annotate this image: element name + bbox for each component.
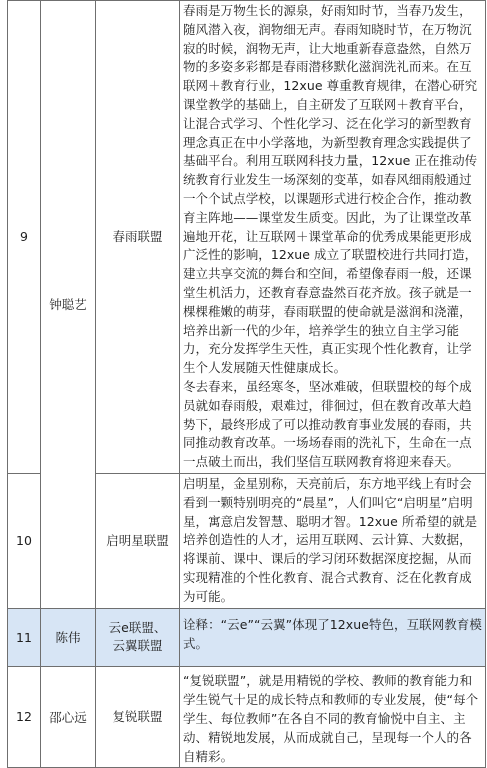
description-paragraph: 冬去春来，虽经寒冬，坚冰难破，但联盟校的每个成员就如春雨般，艰难过，徘徊过，但在教育改革大趋势下，最终形成了可以推动教育事业发展的春雨，共同推动教育改革。一场场春雨的洗礼下，生命在一点一点破土而出，我们坚信互联网教育将迎来春天。 (183, 378, 472, 470)
row-number: 10 (8, 473, 41, 608)
table-row (8, 1, 486, 474)
league-description (180, 1, 486, 474)
description-paragraph: 春雨是万物生长的源泉，好雨知时节，当春乃发生，随风潜入夜，润物细无声。春雨知晓时节，在万物沉寂的时候，润物无声，让大地重新春意盎然，自然万物的多姿多彩都是春雨潜移默化滋润洗礼而来。在互联网＋教育行业，12xue 尊重教育规律，在潜心研究课堂教学的基础上，自主研发了互联网＋教育平台，让混合式学习、个性化学习、泛在化学习的新型教育理念真正在中小学落地，为新型教育理念实践提供了基础平台。利用互联网科技力量，12xue 正在推动传统教育行业发生一场深刻的变革，如春风细雨般通过一个个试点学校，以课题形式进行校企合作，推动教育主阵地——课堂发生质变。因此，为了让课堂改革遍地开花，让互联网＋课堂革命的优秀成果能更形成广泛性的影响，12xue 成立了联盟校进行共同打造，建立共享交流的舞台和空间，希望像春雨一般，还课堂生机活力，还教育春意盎然百花齐放。孩子就是一棵棵稚嫩的萌芽，春雨联盟的使命就是滋润和浇灌，培养出新一代的少年，培养学生的独立自主学习能力，充分发挥学生天性，真正实现个性化教育，让学生个人发展随天性健康成长。 (183, 3, 478, 376)
person-name: 陈伟 (41, 608, 96, 666)
league-table (7, 0, 486, 768)
league-name: 春雨联盟 (96, 1, 180, 474)
row-number: 9 (8, 1, 41, 474)
league-name-line: 云翼联盟 (112, 638, 163, 653)
person-name: 钟聪艺 (41, 1, 96, 609)
league-name-line: 云e联盟、 (108, 620, 167, 635)
league-name: 复锐联盟 (96, 666, 180, 767)
table-row (8, 666, 486, 767)
league-description (180, 666, 486, 767)
row-number: 12 (8, 666, 41, 767)
description-paragraph: “复锐联盟”，就是用精锐的学校、教师的教育能力和学生锐气十足的成长特点和教师的专业发展，使“每个学生、每位教师”在各自不同的教育愉悦中自主、主动、精锐地发展，从而成就自己，呈现每一个人的各自精彩。 (183, 672, 479, 764)
row-number: 11 (8, 608, 41, 666)
description-paragraph: 诠释：“云e”“云翼”体现了12xue特色，互联网教育模式。 (183, 616, 482, 651)
league-name: 启明星联盟 (96, 473, 180, 608)
league-description (180, 473, 486, 608)
person-name: 邵心远 (41, 666, 96, 767)
league-description (180, 608, 486, 666)
description-paragraph: 启明星，金星别称，天亮前后，东方地平线上有时会看到一颗特别明亮的“晨星”，人们叫它“启明星”启明星，寓意启发智慧、聪明才智。12xue 所希望的就是培养创造性的人才，运用互联网、云计算、大数据，将课前、课中、课后的学习闭环数据深度挖掘，从而实现精准的个性化教育、混合式教育、泛在化教育成为可能。 (183, 475, 478, 604)
league-name (96, 608, 180, 666)
table-row (8, 608, 486, 666)
